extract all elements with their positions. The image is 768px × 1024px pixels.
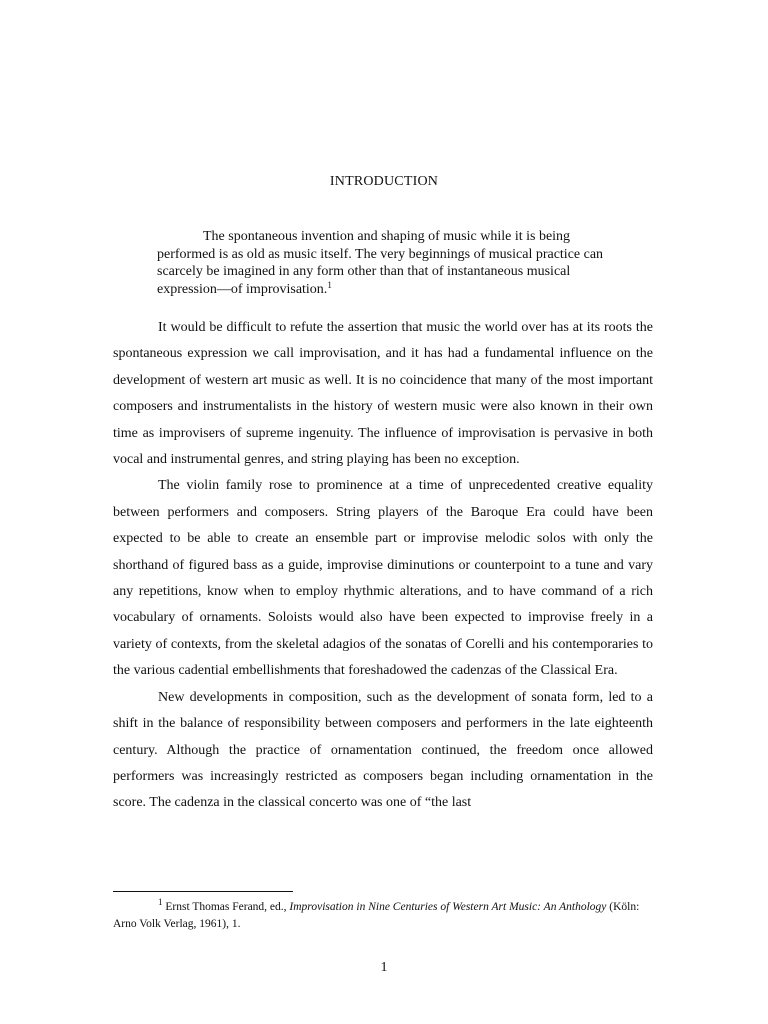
footnote-reference[interactable]: 1 <box>327 279 332 290</box>
body-text <box>113 315 653 817</box>
paragraph: New developments in composition, such as the development of sonata form, led to a shift in the balance of responsibility between composers and performers in the late eighteenth century. Although the practice of ornamentation continued, the freedom once allowed performers was increasingly restricted as composers began including ornamentation in the score. The cadenza in the classical concerto was one of “the last <box>113 689 653 811</box>
footnote-author: Ernst Thomas Ferand, ed., <box>165 901 287 913</box>
block-quote <box>157 228 627 298</box>
footnote-divider <box>113 891 293 892</box>
block-quote-text: The spontaneous invention and shaping of music while it is being performed is as old as music itself. The very beginnings of musical practice can scarcely be imagined in any form other than that of instantaneous musical expression—of improvisation. <box>157 229 604 297</box>
paragraph: The violin family rose to prominence at a time of unprecedented creative equality between performers and composers. String players of the Baroque Era could have been expected to be able to create an ensemble part or improvise melodic solos with only the shorthand of figured bass as a guide, improvise diminutions or counterpoint to a tune and vary any repetitions, know when to employ rhythmic alterations, and to have command of a rich vocabulary of ornaments. Soloists would also have been expected to improvise freely in a variety of contexts, from the skeletal adagios of the sonatas of Corelli and his contemporaries to the various cadential embellishments that foreshadowed the cadenzas of the Classical Era. <box>113 478 653 679</box>
footnote-title: Improvisation in Nine Centuries of Western Art Music: An Anthology <box>289 901 607 913</box>
footnote <box>113 899 653 933</box>
page-title: INTRODUCTION <box>329 174 439 189</box>
page-number: 1 <box>380 960 388 975</box>
paragraph: It would be difficult to refute the assertion that music the world over has at its roots the spontaneous expression we call improvisation, and it has had a fundamental influence on the development of western art music as well. It is no coincidence that many of the most important composers and instrumentalists in the history of western music were also known in their own time as improvisers of supreme ingenuity. The influence of improvisation is pervasive in both vocal and instrumental genres, and string playing has been no exception. <box>113 320 653 468</box>
footnote-number: 1 <box>158 897 163 907</box>
footnote-publication: (Köln: Arno Volk Verlag, 1961), 1. <box>113 901 640 930</box>
